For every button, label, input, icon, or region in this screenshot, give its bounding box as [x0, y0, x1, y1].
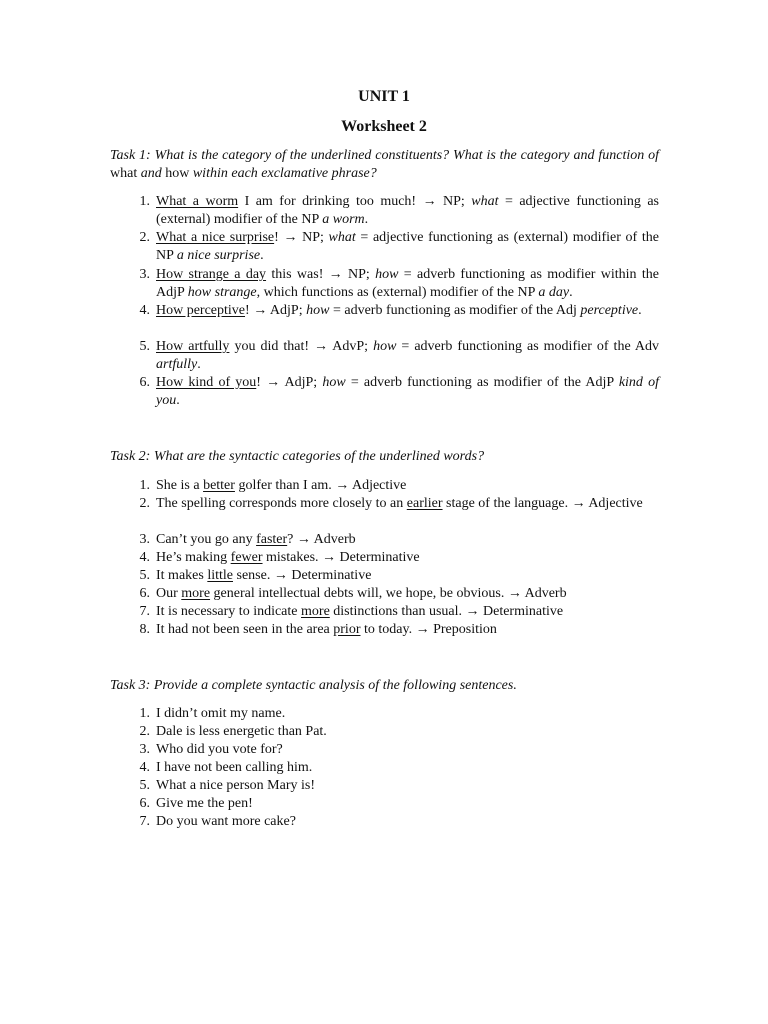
text-run: I am for drinking too much! — [238, 194, 423, 209]
sentence-text: I have not been calling him. — [156, 760, 313, 775]
item-number: 1. — [139, 478, 150, 493]
text-run: ? — [287, 532, 297, 547]
text-run: = adverb functioning as modifier of the Adv — [396, 339, 659, 354]
text-run: NP; — [342, 267, 376, 282]
task3-prompt: Task 3: Provide a complete syntactic analysis of the following sentences. — [110, 678, 517, 693]
item-text — [156, 266, 659, 302]
underlined-word: more — [181, 586, 211, 601]
text-run: = adverb functioning as modifier of the Adj — [329, 303, 581, 318]
arrow-icon: → — [322, 550, 337, 565]
item-text — [156, 229, 659, 265]
text-run: general intellectual debts will, we hope, be obvious. — [210, 586, 508, 601]
item-text — [156, 567, 659, 585]
item-number: 5. — [139, 778, 150, 793]
item-number: 2. — [139, 230, 150, 245]
item-number: 2. — [139, 496, 150, 511]
italic-term: kind of you — [156, 375, 659, 408]
italic-term: a nice surprise — [176, 248, 261, 263]
worksheet-title: Worksheet 2 — [341, 118, 427, 135]
task1-prompt-end: within each exclamative phrase? — [189, 166, 377, 181]
answer-category: Adjective — [585, 496, 643, 511]
sentence-text: Give me the pen! — [156, 796, 253, 811]
arrow-icon: → — [266, 375, 281, 390]
underlined-word: more — [301, 604, 330, 619]
text-run: this was! — [266, 267, 329, 282]
text-run: . — [197, 357, 201, 372]
item-text — [156, 585, 659, 603]
text-run: ! — [256, 375, 267, 390]
italic-term: how strange — [187, 285, 257, 300]
task1-what-word: what — [110, 166, 138, 181]
answer-category: Adverb — [310, 532, 356, 547]
arrow-icon: → — [422, 194, 437, 209]
item-number: 5. — [139, 339, 150, 354]
text-run: NP; — [297, 230, 329, 245]
sentence-text: What a nice person Mary is! — [156, 778, 315, 793]
sentence-text: Who did you vote for? — [156, 742, 283, 757]
italic-term: how — [375, 267, 399, 282]
text-run: sense. — [233, 568, 274, 583]
item-text — [156, 302, 659, 320]
underlined-constituent: What a worm — [156, 194, 239, 209]
underlined-word: earlier — [406, 496, 443, 511]
text-run: = adjective functioning as (external) modifier of the NP — [156, 194, 659, 227]
arrow-icon: → — [283, 230, 298, 245]
text-run: stage of the language. — [442, 496, 572, 511]
unit-title: UNIT 1 — [358, 88, 410, 105]
answer-category: Determinative — [479, 604, 564, 619]
text-run: . — [260, 248, 264, 263]
underlined-constituent: How kind of you — [156, 375, 257, 390]
text-run: She is a — [156, 478, 204, 493]
item-number: 8. — [139, 622, 150, 637]
text-run: golfer than I am. — [234, 478, 336, 493]
text-run: = adjective functioning as (external) modifier of the NP — [156, 230, 659, 263]
answer-category: Adjective — [349, 478, 407, 493]
arrow-icon: → — [507, 586, 522, 601]
item-number: 7. — [139, 814, 150, 829]
arrow-icon: → — [335, 478, 350, 493]
text-run: AdjP; — [267, 303, 307, 318]
text-run: = adverb functioning as modifier within the AdjP — [156, 267, 659, 300]
underlined-word: prior — [333, 622, 361, 637]
text-run: Our — [156, 586, 182, 601]
text-run: you did that! — [229, 339, 315, 354]
item-text — [156, 549, 659, 567]
answer-category: Adverb — [521, 586, 567, 601]
text-run: It makes — [156, 568, 208, 583]
text-run: He’s making — [156, 550, 231, 565]
underlined-word: fewer — [230, 550, 263, 565]
text-run: . — [364, 212, 369, 227]
text-run: NP; — [436, 194, 472, 209]
item-text — [156, 603, 659, 621]
arrow-icon: → — [296, 532, 311, 547]
text-run: ! — [245, 303, 254, 318]
answer-category: Determinative — [287, 568, 372, 583]
item-number: 6. — [139, 375, 150, 390]
italic-term: artfully — [156, 357, 198, 372]
italic-term: how — [322, 375, 346, 390]
arrow-icon: → — [253, 303, 268, 318]
italic-term: a worm — [322, 212, 365, 227]
text-run: AdvP; — [328, 339, 374, 354]
italic-term: how — [373, 339, 397, 354]
text-run: ! — [274, 230, 284, 245]
item-number: 4. — [139, 550, 150, 565]
arrow-icon: → — [415, 622, 430, 637]
item-number: 5. — [139, 568, 150, 583]
arrow-icon: → — [328, 267, 343, 282]
item-number: 2. — [139, 724, 150, 739]
text-run: . — [638, 303, 642, 318]
text-run: mistakes. — [262, 550, 323, 565]
italic-term: what — [328, 230, 356, 245]
text-run: , which functions as (external) modifier of the NP — [256, 285, 539, 300]
sentence-text: I didn’t omit my name. — [156, 706, 286, 721]
italic-term: perceptive — [580, 303, 639, 318]
italic-term: what — [471, 194, 499, 209]
text-run: distinctions than usual. — [329, 604, 466, 619]
task2-prompt: Task 2: What are the syntactic categories of the underlined words? — [110, 449, 485, 464]
task1-prompt — [110, 147, 659, 183]
underlined-constituent: How perceptive — [156, 303, 246, 318]
task1-prompt-text: Task 1: What is the category of the underlined constituents? What is the category and function of — [110, 148, 659, 163]
underlined-word: faster — [256, 532, 288, 547]
text-run: Can’t you go any — [156, 532, 257, 547]
item-text — [156, 374, 659, 410]
item-number: 3. — [139, 267, 150, 282]
item-number: 3. — [139, 742, 150, 757]
underlined-word: little — [207, 568, 233, 583]
answer-category: Preposition — [429, 622, 497, 637]
text-run: AdjP; — [280, 375, 323, 390]
item-text — [156, 193, 659, 229]
arrow-icon: → — [571, 496, 586, 511]
item-text — [156, 621, 659, 639]
item-text — [156, 477, 659, 495]
text-run: It is necessary to indicate — [156, 604, 302, 619]
answer-category: Determinative — [336, 550, 420, 565]
item-text — [156, 495, 659, 513]
underlined-word: better — [203, 478, 235, 493]
underlined-constituent: How artfully — [156, 339, 230, 354]
item-number: 3. — [139, 532, 150, 547]
task1-how-word: how — [165, 166, 190, 181]
text-run: It had not been seen in the area — [156, 622, 334, 637]
underlined-constituent: How strange a day — [156, 267, 267, 282]
item-number: 6. — [139, 586, 150, 601]
item-text — [156, 338, 659, 374]
underlined-constituent: What a nice surprise — [156, 230, 275, 245]
item-number: 4. — [139, 760, 150, 775]
sentence-text: Dale is less energetic than Pat. — [156, 724, 327, 739]
item-number: 4. — [139, 303, 150, 318]
text-run: . — [176, 393, 180, 408]
task1-and-word: and — [137, 166, 166, 181]
item-text — [156, 531, 659, 549]
item-number: 1. — [139, 194, 150, 209]
item-number: 1. — [139, 706, 150, 721]
text-run: The spelling corresponds more closely to an — [156, 496, 407, 511]
text-run: . — [569, 285, 573, 300]
text-run: = adverb functioning as modifier of the AdjP — [345, 375, 619, 390]
text-run: to today. — [360, 622, 416, 637]
arrow-icon: → — [314, 339, 329, 354]
italic-term: how — [306, 303, 330, 318]
arrow-icon: → — [465, 604, 480, 619]
italic-term: a day — [538, 285, 570, 300]
arrow-icon: → — [273, 568, 288, 583]
item-number: 6. — [139, 796, 150, 811]
item-number: 7. — [139, 604, 150, 619]
sentence-text: Do you want more cake? — [156, 814, 296, 829]
